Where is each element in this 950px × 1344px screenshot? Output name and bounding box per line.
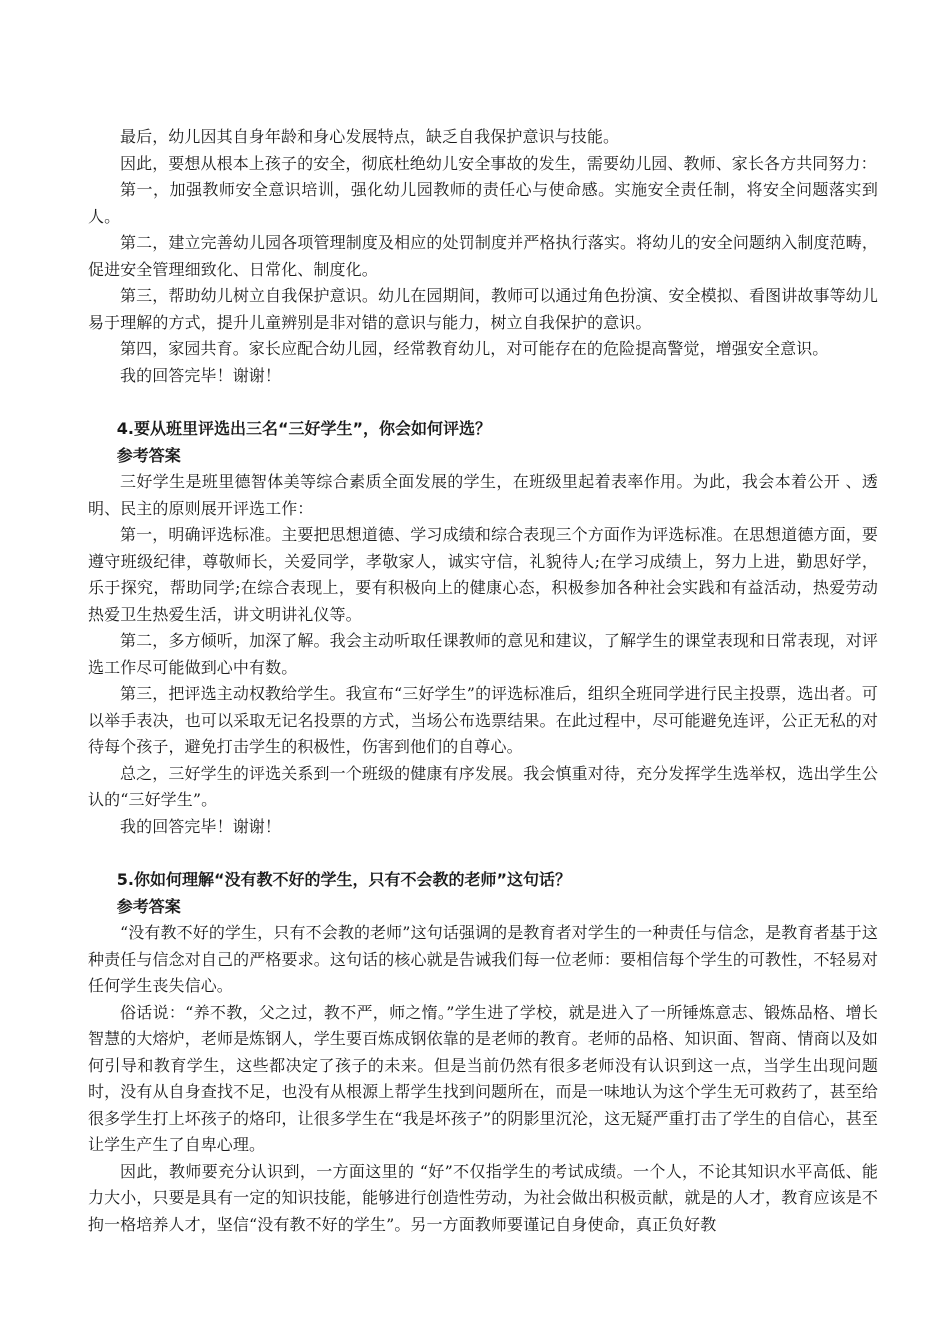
closing-line: 我的回答完毕！谢谢！ [120,365,282,385]
paragraph: 俗话说：“养不教，父之过，教不严，师之惰。”学生进了学校，就是进入了一所锤炼意志、锻炼品格、增长智慧的大熔炉，老师是炼钢人，学生要百炼成钢依靠的是老师的教育。老师的品格、知识面、智商、情商以及如何引导和教育学生，这些都决定了孩子的未来。但是当前仍然有很多老师没有认识到这一点，当学生出现问题时，没有从自身查找不足，也没有从根源上帮学生找到问题所在，而是一味地认为这个学生无可救药了，甚至给很多学生打上坏孩子的烙印，让很多学生在“我是坏孩子”的阴影里沉沦，这无疑严重打击了学生的自信心，甚至让学生产生了自卑心理。 [88,1002,878,1154]
closing-line: 我的回答完毕！谢谢！ [120,816,282,836]
paragraph: 第一，明确评选标准。主要把思想道德、学习成绩和综合表现三个方面作为评选标准。在思想道德方面，要遵守班级纪律，尊敬师长，关爱同学，孝敬家人，诚实守信，礼貌待人;在学习成绩上，努力上进，勤思好学，乐于探究，帮助同学;在综合表现上，要有积极向上的健康心态，积极参加各种社会实践和有益活动，热爱劳动热爱卫生热爱生活，讲文明讲礼仪等。 [88,525,878,624]
paragraph: 最后，幼儿因其自身年龄和身心发展特点，缺乏自我保护意识与技能。 [120,127,620,146]
paragraph: 因此，要想从根本上孩子的安全，彻底杜绝幼儿安全事故的发生，需要幼儿园、教师、家长各方共同努力： [120,153,877,173]
paragraph: 第三，帮助幼儿树立自我保护意识。幼儿在园期间，教师可以通过角色扮演、安全模拟、看图讲故事等幼儿易于理解的方式，提升儿童辨别是非对错的意识与能力，树立自我保护的意识。 [88,286,878,332]
question-5-title: 5.你如何理解“没有教不好的学生，只有不会教的老师”这句话？ [116,870,572,889]
paragraph: 第一，加强教师安全意识培训，强化幼儿园教师的责任心与使命感。实施安全责任制，将安全问题落实到人。 [88,180,878,226]
paragraph: 总之，三好学生的评选关系到一个班级的健康有序发展。我会慎重对待，充分发挥学生选举权，选出学生公认的“三好学生”。 [88,763,878,809]
section-gap [88,840,878,867]
paragraph: 第三，把评选主动权教给学生。我宣布“三好学生”的评选标准后，组织全班同学进行民主投票，选出者。可以举手表决，也可以采取无记名投票的方式，当场公布选票结果。在此过程中，尽可能避免连评，公正无私的对待每个孩子，避免打击学生的积极性，伤害到他们的自尊心。 [88,684,878,756]
question-4-title: 4.要从班里评选出三名“三好学生”，你会如何评选？ [116,419,492,438]
answer-label: 参考答案 [116,445,181,465]
document-body [88,124,878,1238]
section-gap [88,389,878,416]
answer-label: 参考答案 [116,896,181,916]
paragraph: 第二，多方倾听，加深了解。我会主动听取任课教师的意见和建议，了解学生的课堂表现和日常表现，对评选工作尽可能做到心中有数。 [88,631,878,677]
paragraph: 三好学生是班里德智体美等综合素质全面发展的学生，在班级里起着表率作用。为此，我会本着公开 、透明、民主的原则展开评选工作： [88,472,878,518]
paragraph: 第二，建立完善幼儿园各项管理制度及相应的处罚制度并严格执行落实。将幼儿的安全问题纳入制度范畴，促进安全管理细致化、日常化、制度化。 [88,233,878,279]
paragraph: 第四，家园共育。家长应配合幼儿园，经常教育幼儿，对可能存在的危险提高警觉，增强安全意识。 [120,339,829,358]
paragraph: 因此，教师要充分认识到，一方面这里的 “好”不仅指学生的考试成绩。一个人，不论其知识水平高低、能力大小，只要是具有一定的知识技能，能够进行创造性劳动，为社会做出积极贡献，就是的人才，教育应该是不拘一格培养人才，坚信“没有教不好的学生”。另一方面教师要谨记自身使命，真正负好教 [88,1161,878,1234]
paragraph: “没有教不好的学生，只有不会教的老师”这句话强调的是教育者对学生的一种责任与信念，是教育者基于这种责任与信念对自己的严格要求。这句话的核心就是告诫我们每一位老师：要相信每个学生的可教性，不轻易对任何学生丧失信心。 [88,923,878,995]
